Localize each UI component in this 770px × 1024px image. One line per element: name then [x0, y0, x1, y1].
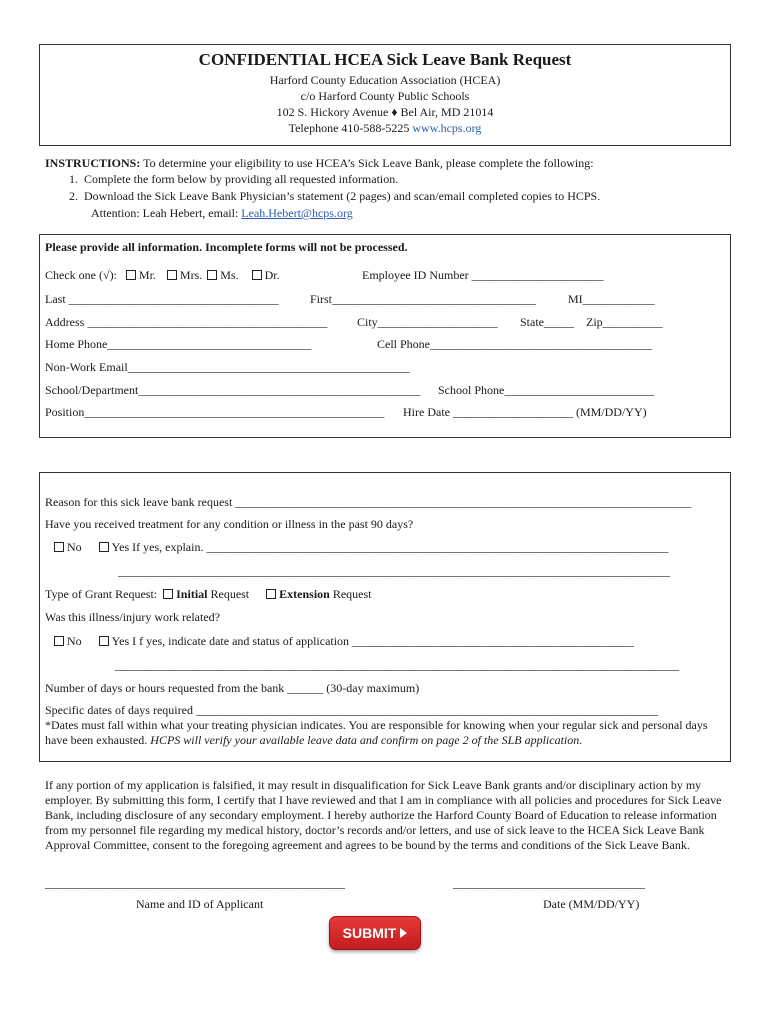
state-field[interactable]: State_____ [520, 315, 574, 329]
treatment-yes-checkbox[interactable] [99, 542, 109, 552]
city-field[interactable]: City____________________ [357, 315, 498, 329]
dates-note-text: *Dates must fall within what your treating physician indicates. You are responsible for knowing when your regular sick and personal days have been exhausted. [45, 718, 708, 747]
initial-checkbox[interactable] [163, 589, 173, 599]
mi-field[interactable]: MI____________ [568, 292, 655, 306]
dr-checkbox[interactable] [252, 270, 262, 280]
instruction-step-2: 2. Download the Sick Leave Bank Physician’s statement (2 pages) and scan/email completed copies to HCPS. [69, 189, 601, 203]
days-requested-field[interactable]: Number of days or hours requested from the bank ______ (30-day maximum) [45, 681, 420, 695]
home-phone-field[interactable]: Home Phone__________________________________ [45, 337, 312, 351]
personal-heading: Please provide all information. Incomplete forms will not be processed. [45, 240, 408, 254]
name-id-label: Name and ID of Applicant [136, 897, 264, 911]
treatment-no-label: No [67, 540, 82, 554]
position-field[interactable]: Position__________________________________________________ [45, 405, 385, 419]
date-line[interactable]: ________________________________ [453, 876, 645, 890]
treatment-question: Have you received treatment for any condition or illness in the past 90 days? [45, 517, 414, 531]
extension-rest: Request [329, 587, 372, 601]
phone-text: Telephone 410-588-5225 [288, 121, 410, 135]
school-phone-field[interactable]: School Phone_________________________ [438, 383, 655, 397]
initial-rest: Request [207, 587, 250, 601]
form-title: CONFIDENTIAL HCEA Sick Leave Bank Request [198, 50, 572, 69]
treatment-options [54, 540, 668, 555]
nonwork-email-field[interactable]: Non-Work Email_______________________________________________ [45, 360, 410, 374]
instructions-text: To determine your eligibility to use HCEA’s Sick Leave Bank, please complete the following: [143, 156, 594, 170]
mrs-label: Mrs. [179, 268, 203, 282]
grant-type-label: Type of Grant Request: [45, 587, 158, 601]
submit-button[interactable] [329, 916, 421, 950]
hire-date-field[interactable]: Hire Date ____________________ (MM/DD/YY) [403, 405, 647, 419]
certification-text: If any portion of my application is falsified, it may result in disqualification for Sick Leave Bank grants and/or disciplinary action by my employer. By submitting this form, I certify that I have reviewed and that I am in compliance with all policies and procedures for Sick Leave Bank, including disclosure of any secondary employment. I hereby authorize the Harford County Board of Education to release information from my personnel file regarding my medical history, doctor’s records and/or letters, and use of sick leave to the HCEA Sick Leave Bank Approval Committee, consent to the foregoing agreement and agrees to be bound by the terms and conditions of the Sick Leave Bank. [45, 778, 722, 852]
extension-label: Extension [279, 587, 330, 601]
treatment-no-checkbox[interactable] [54, 542, 64, 552]
extension-checkbox[interactable] [266, 589, 276, 599]
dr-label: Dr. [264, 268, 280, 282]
ms-label: Ms. [220, 268, 239, 282]
address-field[interactable]: Address ________________________________________ [45, 315, 328, 329]
signature-line[interactable]: __________________________________________________ [45, 876, 345, 890]
email-link[interactable]: Leah.Hebert@hcps.org [241, 206, 353, 220]
work-related-no-checkbox[interactable] [54, 636, 64, 646]
explain-line-2[interactable]: ____________________________________________________________________________________________ [118, 564, 670, 578]
ms-checkbox[interactable] [207, 270, 217, 280]
treatment-yes-field[interactable]: Yes If yes, explain. _____________________________________________________________________________ [111, 540, 669, 554]
work-related-options [54, 634, 634, 649]
instruction-step-1: 1. Complete the form below by providing all requested information. [69, 172, 399, 186]
attention [91, 206, 353, 221]
play-arrow-icon [400, 928, 407, 938]
date-label: Date (MM/DD/YY) [543, 897, 640, 911]
cell-phone-field[interactable]: Cell Phone_____________________________________ [377, 337, 652, 351]
mr-label: Mr. [138, 268, 156, 282]
specific-dates-field[interactable]: Specific dates of days required _____________________________________________________________________________ [45, 703, 658, 717]
instructions [45, 156, 594, 171]
first-name-field[interactable]: First__________________________________ [310, 292, 537, 306]
org-phone [39, 121, 731, 136]
instructions-label: INSTRUCTIONS: [45, 156, 141, 170]
work-related-yes-field[interactable]: Yes I f yes, indicate date and status of application _______________________________________________ [111, 634, 635, 648]
org-name: Harford County Education Association (HCEA) [269, 73, 501, 87]
employee-id-field[interactable]: Employee ID Number ______________________ [362, 268, 604, 282]
zip-field[interactable]: Zip__________ [586, 315, 663, 329]
dates-note-italic: HCPS will verify your available leave data and confirm on page 2 of the SLB application. [150, 733, 583, 747]
initial-label: Initial [176, 587, 208, 601]
attention-text: Attention: Leah Hebert, email: [91, 206, 239, 220]
check-one-label: Check one (√): [45, 268, 117, 282]
reason-field[interactable]: Reason for this sick leave bank request ____________________________________________________________________________ [45, 495, 692, 509]
work-related-question: Was this illness/injury work related? [45, 610, 220, 624]
grant-type-row [45, 587, 372, 602]
dates-note [45, 718, 727, 748]
submit-label: SUBMIT [342, 925, 397, 941]
title-checkboxes [45, 268, 280, 283]
org-co: c/o Harford County Public Schools [300, 89, 470, 103]
org-address: 102 S. Hickory Avenue ♦ Bel Air, MD 21014 [276, 105, 494, 119]
website-link[interactable]: www.hcps.org [412, 121, 482, 135]
last-name-field[interactable]: Last ___________________________________ [45, 292, 279, 306]
school-department-field[interactable]: School/Department_______________________________________________ [45, 383, 421, 397]
work-related-no-label: No [67, 634, 82, 648]
mr-checkbox[interactable] [126, 270, 136, 280]
work-related-yes-checkbox[interactable] [99, 636, 109, 646]
mrs-checkbox[interactable] [167, 270, 177, 280]
application-line-2[interactable]: ______________________________________________________________________________________________ [115, 658, 679, 672]
